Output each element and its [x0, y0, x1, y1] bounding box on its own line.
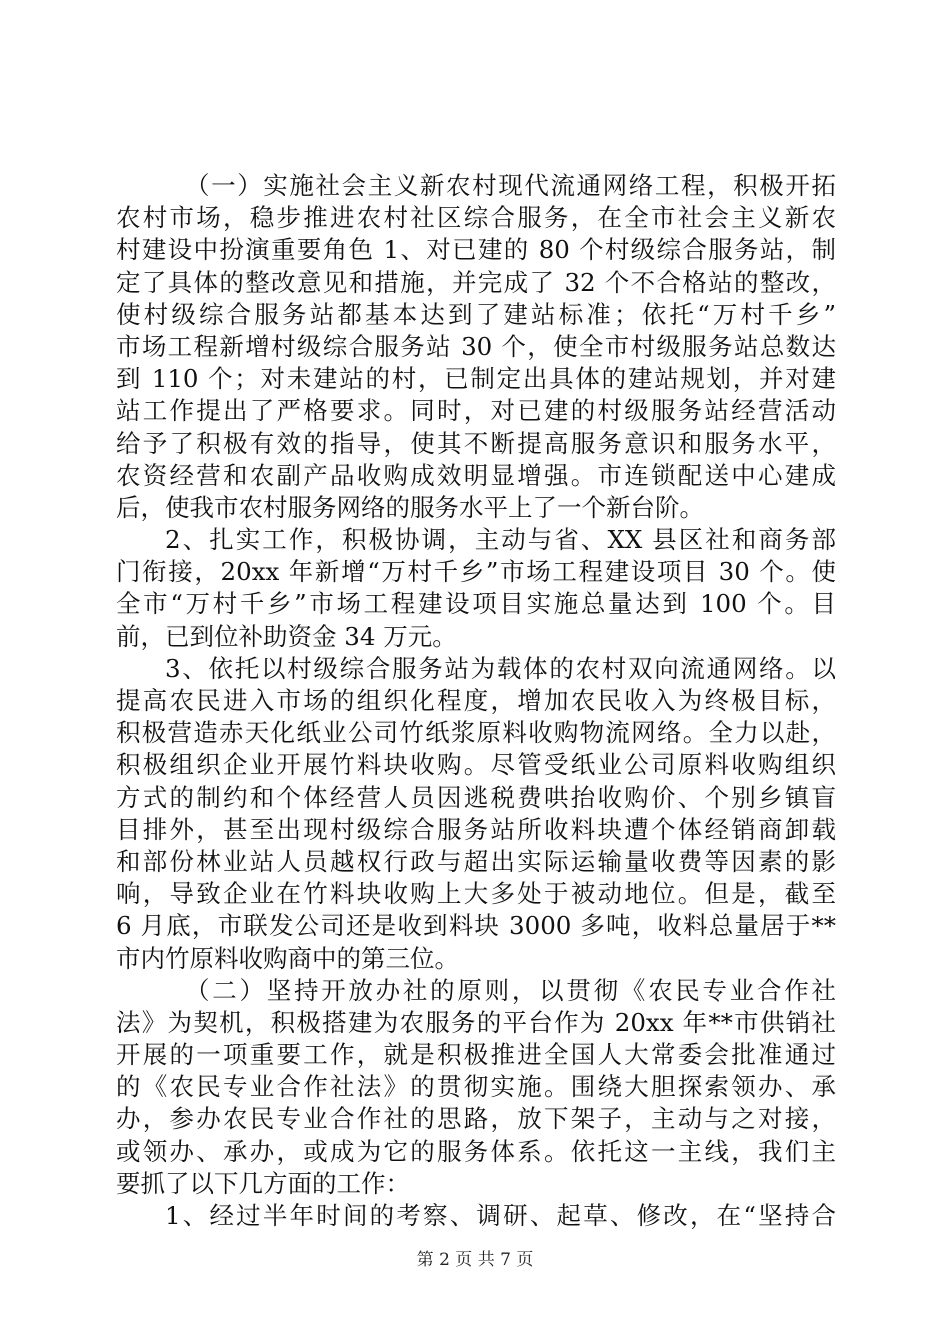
paragraph-line: （二）坚持开放办社的原则，以贯彻《农民专业合作社 [185, 975, 836, 1005]
paragraph-line: 3、依托以村级综合服务站为载体的农村双向流通网络。以 [165, 653, 836, 683]
paragraph-line: 农资经营和农副产品收购成效明显增强。市连锁配送中心建成 [116, 460, 836, 490]
paragraph-line: 村建设中扮演重要角色 1、对已建的 80 个村级综合服务站，制 [116, 235, 836, 265]
paragraph-line: 2、扎实工作，积极协调，主动与省、XX 县区社和商务部 [165, 525, 836, 555]
paragraph-line: 农村市场，稳步推进农村社区综合服务，在全市社会主义新农 [116, 203, 836, 233]
paragraph-line: 全市“万村千乡”市场工程建设项目实施总量达到 100 个。目 [116, 589, 836, 619]
paragraph-line: （一）实施社会主义新农村现代流通网络工程，积极开拓 [185, 171, 836, 200]
paragraph-line: 要抓了以下几方面的工作： [116, 1168, 410, 1198]
paragraph-line: 积极营造赤天化纸业公司竹纸浆原料收购物流网络。全力以赴， [116, 718, 836, 748]
paragraph-line: 后，使我市农村服务网络的服务水平上了一个新台阶。 [116, 492, 704, 522]
page-footer [0, 1245, 950, 1270]
paragraph-line: 到 110 个；对未建站的村，已制定出具体的建站规划，并对建 [116, 364, 836, 394]
paragraph-line: 积极组织企业开展竹料块收购。尽管受纸业公司原料收购组织 [116, 750, 836, 780]
paragraph-line: 定了具体的整改意见和措施，并完成了 32 个不合格站的整改， [116, 267, 836, 297]
paragraph-line: 开展的一项重要工作，就是积极推进全国人大常委会批准通过 [116, 1040, 836, 1070]
document-body [116, 170, 836, 1232]
paragraph-line: 提高农民进入市场的组织化程度，增加农民收入为终极目标， [116, 686, 836, 715]
paragraph-line: 目排外，甚至出现村级综合服务站所收料块遭个体经销商卸载 [116, 814, 836, 844]
paragraph-line: 前，已到位补助资金 34 万元。 [116, 621, 457, 651]
page-number: 第 2 页 共 7 页 [416, 1250, 534, 1270]
paragraph-line: 办，参办农民专业合作社的思路，放下架子，主动与之对接， [116, 1104, 836, 1134]
paragraph-line: 的《农民专业合作社法》的贯彻实施。围绕大胆探索领办、承 [116, 1072, 836, 1102]
paragraph-line: 站工作提出了严格要求。同时，对已建的村级服务站经营活动 [116, 396, 836, 426]
paragraph-line: 6 月底，市联发公司还是收到料块 3000 多吨，收料总量居于** [116, 911, 836, 941]
paragraph-line: 和部份林业站人员越权行政与超出实际运输量收费等因素的影 [116, 846, 836, 876]
paragraph-line: 响，导致企业在竹料块收购上大多处于被动地位。但是，截至 [116, 879, 836, 909]
paragraph-line: 使村级综合服务站都基本达到了建站标准；依托“万村千乡” [116, 299, 836, 329]
paragraph-line: 门衔接，20xx 年新增“万村千乡”市场工程建设项目 30 个。使 [116, 557, 836, 587]
paragraph-line: 市内竹原料收购商中的第三位。 [116, 943, 459, 973]
paragraph-line: 给予了积极有效的指导，使其不断提高服务意识和服务水平， [116, 428, 836, 458]
paragraph-line: 方式的制约和个体经营人员因逃税费哄抬收购价、个别乡镇盲 [116, 782, 836, 812]
paragraph-line: 1、经过半年时间的考察、调研、起草、修改，在“坚持合 [165, 1201, 836, 1230]
paragraph-line: 法》为契机，积极搭建为农服务的平台作为 20xx 年**市供销社 [116, 1007, 836, 1037]
paragraph-line: 或领办、承办，或成为它的服务体系。依托这一主线，我们主 [116, 1136, 836, 1166]
paragraph-line: 市场工程新增村级综合服务站 30 个，使全市村级服务站总数达 [116, 331, 836, 361]
